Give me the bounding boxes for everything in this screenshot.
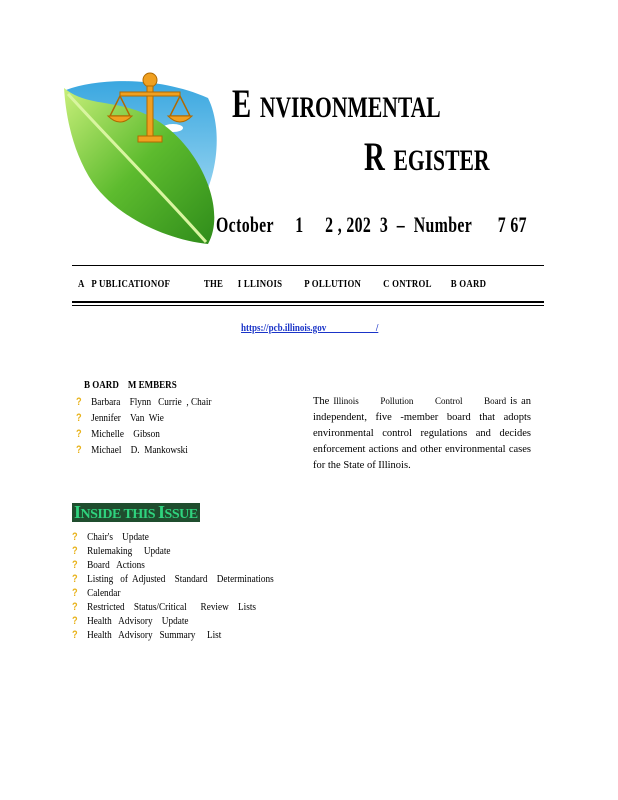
list-item: ? Calendar bbox=[72, 587, 121, 599]
title-initial-e: E bbox=[232, 81, 252, 126]
list-item: ? Chair's Update bbox=[72, 531, 149, 543]
issue-date-number: October 1 2 , 202 3 – Number 7 67 bbox=[216, 212, 527, 237]
bullet-icon: ? bbox=[72, 615, 78, 627]
list-item: ? Michael D. Mankowski bbox=[76, 444, 188, 456]
publication-line: A P UBLICATIONOF THE I LLINOIS P OLLUTION C ONTROL B OARD bbox=[78, 278, 487, 290]
bullet-icon: ? bbox=[72, 587, 78, 599]
bullet-icon: ? bbox=[76, 428, 82, 440]
title-rest-register: EGISTER bbox=[393, 144, 490, 177]
list-item: ? Michelle Gibson bbox=[76, 428, 160, 440]
list-item: ? Listing of Adjusted Standard Determinations bbox=[72, 573, 274, 585]
board-members-list bbox=[76, 394, 237, 458]
masthead-title-line2 bbox=[364, 133, 489, 180]
bullet-icon: ? bbox=[76, 396, 82, 408]
title-initial-r: R bbox=[364, 134, 385, 179]
bullet-icon: ? bbox=[72, 559, 78, 571]
board-description: The Illinois Pollution Control Board is an independent, five -member board that adopts environmental control regulations and decides enforcement actions and other environmental cases for the State of Illinois. bbox=[313, 396, 531, 471]
bullet-icon: ? bbox=[76, 444, 82, 456]
logo-leaf-scales-icon bbox=[58, 68, 228, 246]
bullet-icon: ? bbox=[72, 531, 78, 543]
inside-this-issue-heading: INSIDE THIS ISSUE bbox=[74, 502, 198, 522]
masthead-title-line1 bbox=[232, 80, 441, 127]
bullet-icon: ? bbox=[72, 545, 78, 557]
bullet-icon: ? bbox=[76, 412, 82, 424]
divider-bottom-thin bbox=[72, 305, 544, 306]
list-item: ? Health Advisory Summary List bbox=[72, 629, 222, 641]
bullet-icon: ? bbox=[72, 601, 78, 613]
list-item: ? Board Actions bbox=[72, 559, 145, 571]
list-item: ? Health Advisory Update bbox=[72, 615, 189, 627]
issue-contents-list bbox=[72, 530, 312, 642]
board-members-heading: B OARD M EMBERS bbox=[84, 379, 177, 391]
list-item: ? Barbara Flynn Currie , Chair bbox=[76, 396, 212, 408]
title-rest-environmental: NVIRONMENTAL bbox=[259, 91, 441, 124]
bullet-icon: ? bbox=[72, 629, 78, 641]
list-item: ? Jennifer Van Wie bbox=[76, 412, 164, 424]
website-link[interactable]: https://pcb.illinois.gov / bbox=[241, 322, 379, 334]
list-item: ? Restricted Status/Critical Review Lists bbox=[72, 601, 256, 613]
divider-top bbox=[72, 265, 544, 266]
divider-bottom-thick bbox=[72, 301, 544, 303]
list-item: ? Rulemaking Update bbox=[72, 545, 171, 557]
bullet-icon: ? bbox=[72, 573, 78, 585]
